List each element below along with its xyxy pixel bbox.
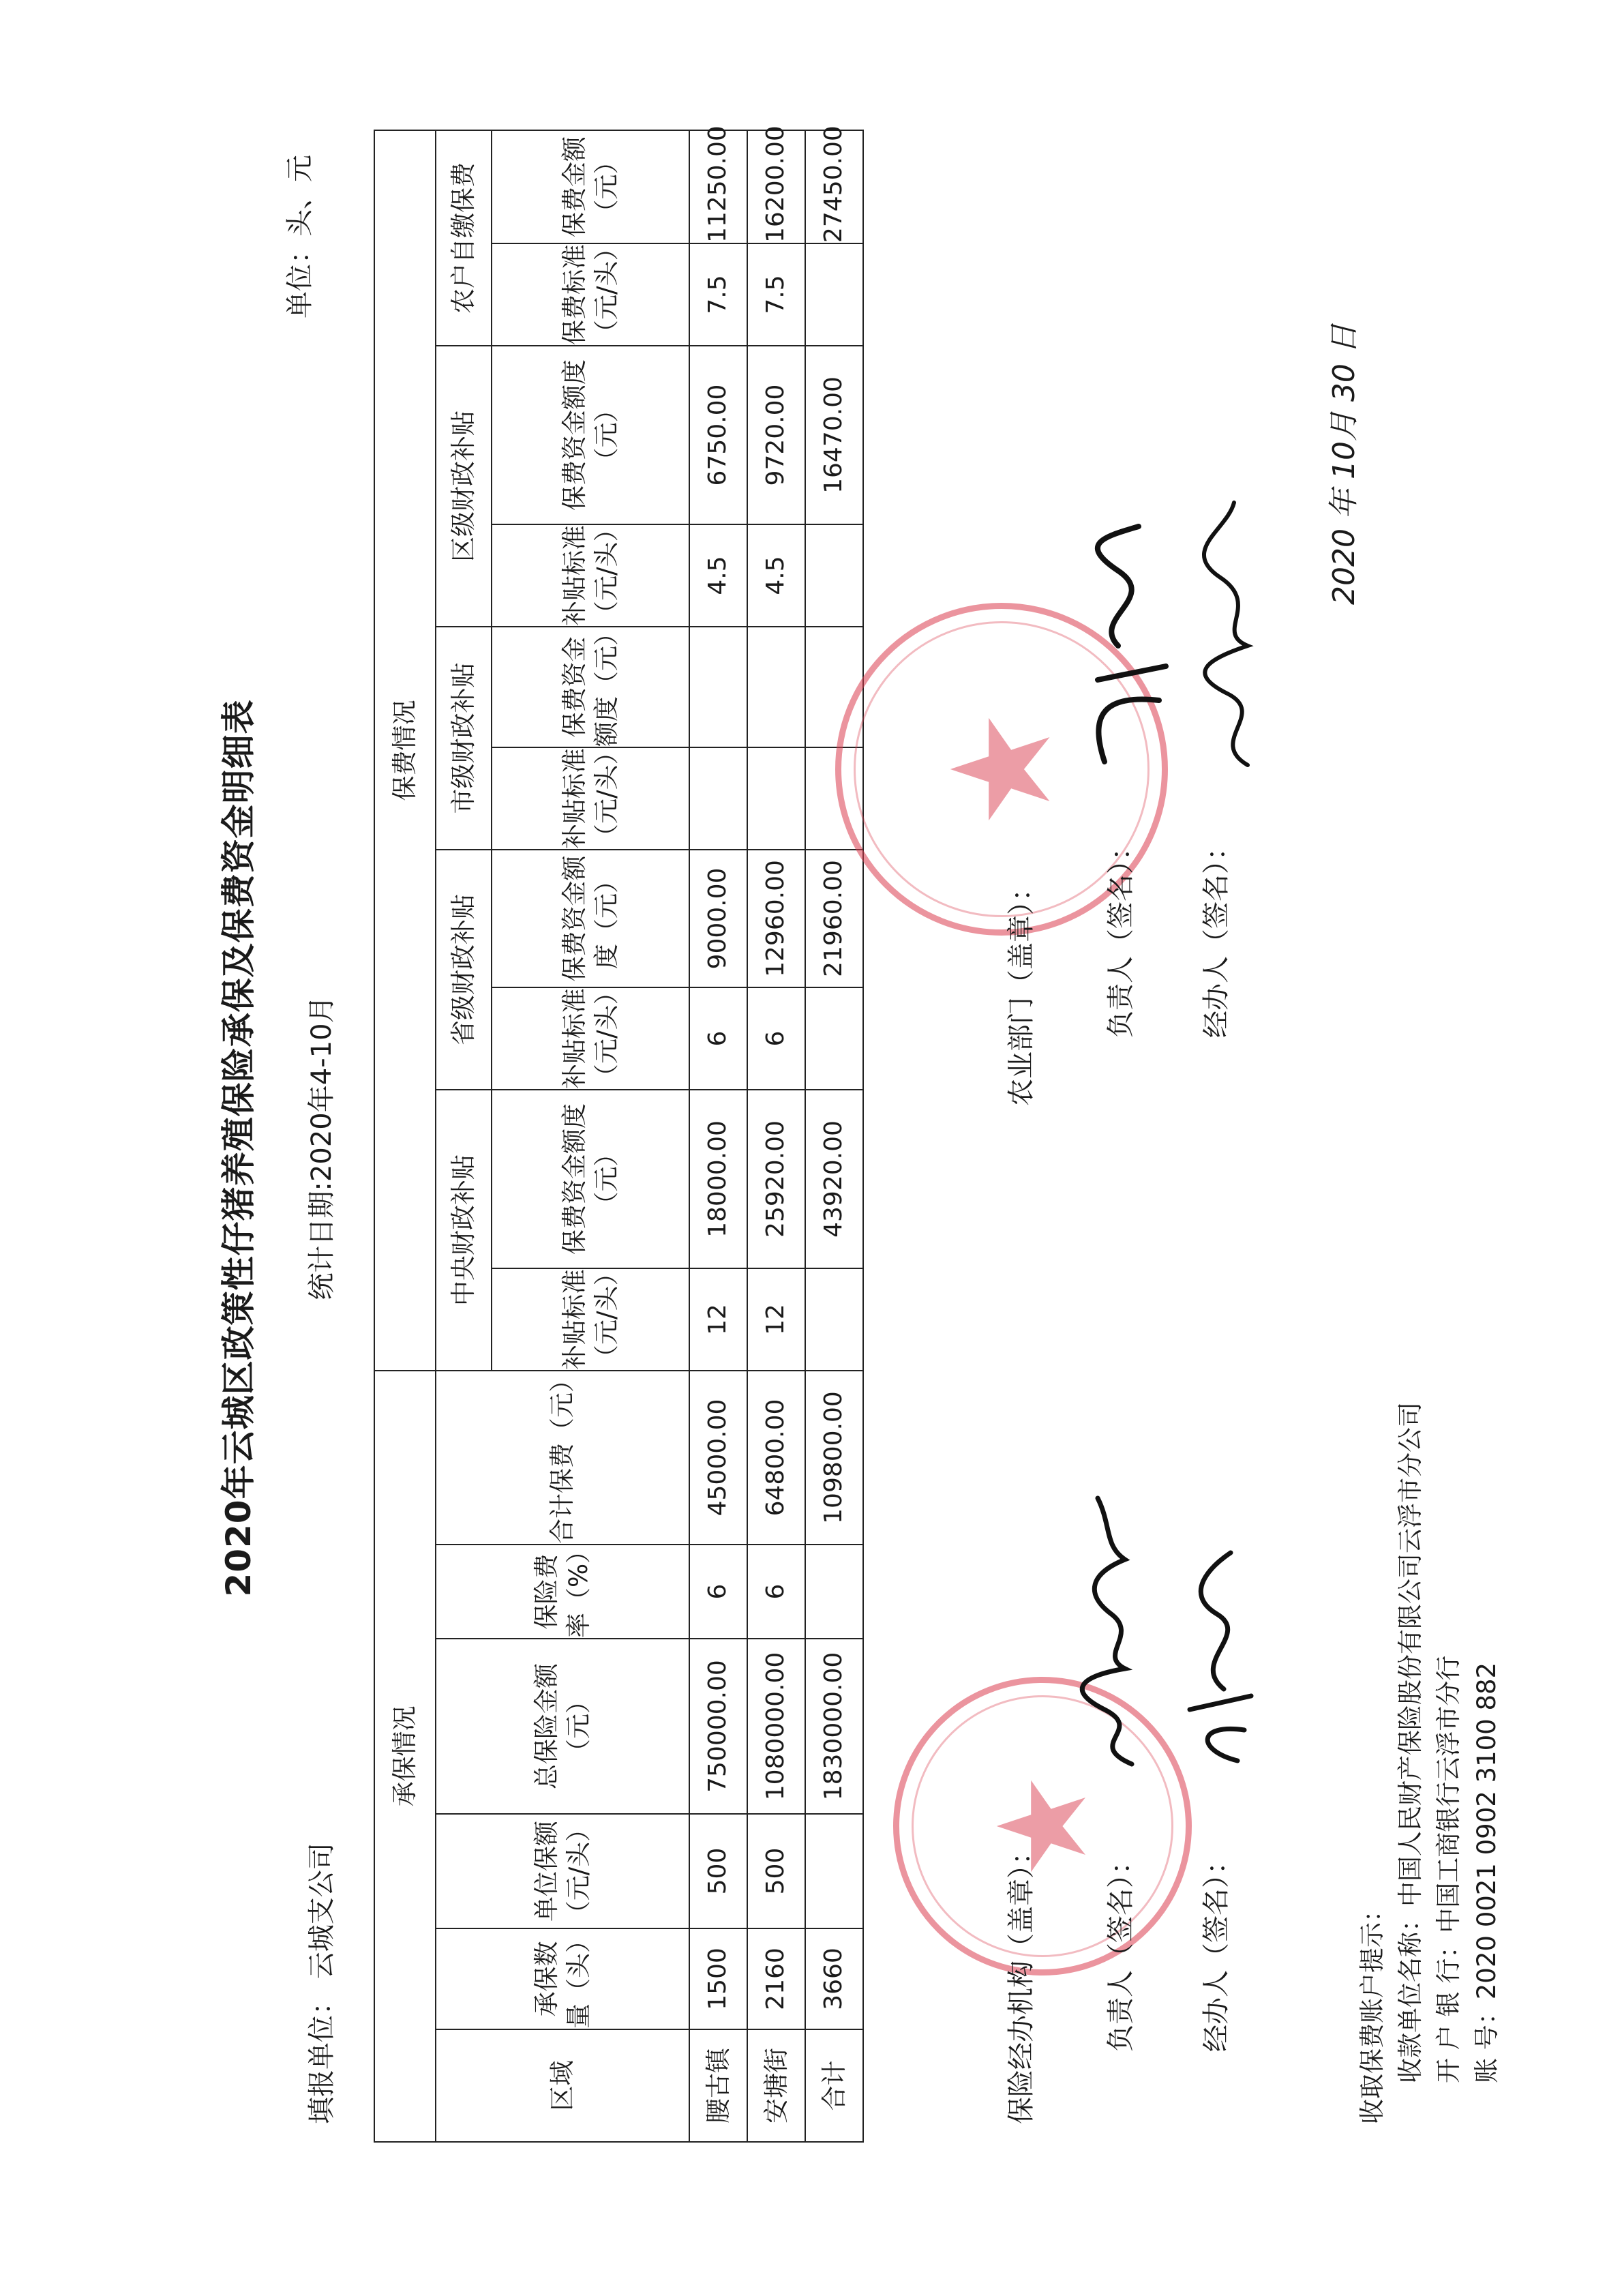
statistics-date: 统计日期:2020年4-10月 bbox=[306, 996, 337, 1300]
cell-unit-insured: 500 bbox=[689, 1814, 747, 1928]
insurer-org-label: 保险经办机构（盖章）： bbox=[1006, 1838, 1037, 2124]
insurer-handler-label: 经办人（签名）： bbox=[1201, 1847, 1232, 2052]
cell-region: 安塘街 bbox=[747, 2029, 805, 2142]
cell-total-premium: 64800.00 bbox=[747, 1371, 805, 1545]
cell-central-amt: 25920.00 bbox=[747, 1090, 805, 1268]
header-municipal: 市级财政补贴 bbox=[436, 627, 492, 850]
cell-total-insured: 1080000.00 bbox=[747, 1639, 805, 1814]
header-underwriting: 承保情况 bbox=[374, 1371, 436, 2142]
cell-empty bbox=[805, 1545, 863, 1639]
insurer-handler-signature bbox=[1169, 1539, 1265, 1771]
header-central: 中央财政补贴 bbox=[436, 1090, 492, 1371]
col-prov-std: 补贴标准（元/头） bbox=[492, 987, 689, 1090]
cell-central-std: 12 bbox=[747, 1268, 805, 1371]
cell-muni-std bbox=[689, 747, 747, 850]
account-number: 2020 0021 0902 3100 882 bbox=[1472, 1662, 1501, 2000]
cell-prov-std: 6 bbox=[747, 987, 805, 1090]
bank-value: 中国工商银行云浮市分行 bbox=[1434, 1655, 1463, 1933]
cell-empty bbox=[805, 243, 863, 346]
cell-total-insured: 750000.00 bbox=[689, 1639, 747, 1814]
col-prov-amt: 保费资金额度（元） bbox=[492, 850, 689, 987]
col-central-std: 补贴标准（元/头） bbox=[492, 1268, 689, 1371]
cell-total-premium: 45000.00 bbox=[689, 1371, 747, 1545]
cell-dist-amt: 9720.00 bbox=[747, 346, 805, 524]
cell-rate: 6 bbox=[689, 1545, 747, 1639]
cell-farmer-amt: 11250.00 bbox=[689, 130, 747, 243]
col-dist-amt: 保费资金额度（元） bbox=[492, 346, 689, 524]
agri-responsible-label: 负责人（签名）： bbox=[1105, 833, 1137, 1038]
col-rate: 保险费率（%） bbox=[436, 1545, 689, 1639]
cell-unit-insured: 500 bbox=[747, 1814, 805, 1928]
cell-empty bbox=[805, 1814, 863, 1928]
col-central-amt: 保费资金额度（元） bbox=[492, 1090, 689, 1268]
cell-central-amt-sum: 43920.00 bbox=[805, 1090, 863, 1268]
cell-farmer-std: 7.5 bbox=[689, 243, 747, 346]
col-unit-insured: 单位保额（元/头） bbox=[436, 1814, 689, 1928]
cell-central-std: 12 bbox=[689, 1268, 747, 1371]
cell-central-amt: 18000.00 bbox=[689, 1090, 747, 1268]
cell-total-quantity: 3660 bbox=[805, 1928, 863, 2029]
cell-farmer-std: 7.5 bbox=[747, 243, 805, 346]
col-farmer-std: 保费标准（元/头） bbox=[492, 243, 689, 346]
header-provincial: 省级财政补贴 bbox=[436, 850, 492, 1090]
col-quantity: 承保数量（头） bbox=[436, 1928, 689, 2029]
header-premium: 保费情况 bbox=[374, 130, 436, 1371]
insurer-responsible-signature bbox=[1070, 1485, 1159, 1771]
cell-total-premium-sum: 109800.00 bbox=[805, 1371, 863, 1545]
table-row bbox=[689, 130, 747, 2142]
filler-label: 填报单位： bbox=[306, 1988, 337, 2124]
cell-total-label: 合计 bbox=[805, 2029, 863, 2142]
account-heading: 收取保费账户提示： bbox=[1357, 1897, 1387, 2124]
cell-total-insured-sum: 1830000.00 bbox=[805, 1639, 863, 1814]
cell-empty bbox=[805, 987, 863, 1090]
agri-responsible-signature bbox=[1077, 516, 1180, 775]
cell-quantity: 1500 bbox=[689, 1928, 747, 2029]
unit-note: 单位：头、元 bbox=[284, 155, 316, 318]
payee-value: 中国人民财产保险股份有限公司云浮市分公司 bbox=[1396, 1402, 1425, 1907]
cell-muni-amt bbox=[747, 627, 805, 747]
bank-label: 开 户 银 行： bbox=[1434, 1933, 1463, 2083]
filler-value: 云城支公司 bbox=[306, 1843, 337, 1980]
col-muni-amt: 保费资金额度（元） bbox=[492, 627, 689, 747]
cell-prov-amt: 12960.00 bbox=[747, 850, 805, 987]
cell-farmer-amt: 16200.00 bbox=[747, 130, 805, 243]
col-total-insured: 总保险金额（元） bbox=[436, 1639, 689, 1814]
account-info bbox=[1353, 1402, 1506, 2124]
table-row bbox=[747, 130, 805, 2142]
cell-prov-std: 6 bbox=[689, 987, 747, 1090]
col-total-premium: 合计保费（元） bbox=[436, 1371, 689, 1545]
cell-rate: 6 bbox=[747, 1545, 805, 1639]
cell-dist-amt: 6750.00 bbox=[689, 346, 747, 524]
premium-detail-table bbox=[374, 125, 864, 2143]
cell-dist-amt-sum: 16470.00 bbox=[805, 346, 863, 524]
cell-muni-std bbox=[747, 747, 805, 850]
agri-dept-label: 农业部门（盖章）： bbox=[1006, 874, 1037, 1106]
cell-quantity: 2160 bbox=[747, 1928, 805, 2029]
cell-region: 腰古镇 bbox=[689, 2029, 747, 2142]
cell-empty bbox=[805, 1268, 863, 1371]
col-region: 区域 bbox=[436, 2029, 689, 2142]
header-farmer: 农户自缴保费 bbox=[436, 130, 492, 346]
sign-date: 2020 年 10月 30 日 bbox=[1327, 324, 1362, 605]
document-title: 2020年云城区政策性仔猪养殖保险承保及保费资金明细表 bbox=[219, 699, 258, 1597]
bank-line bbox=[1430, 1402, 1468, 2124]
payee-label: 收款单位名称： bbox=[1396, 1907, 1425, 2083]
cell-prov-amt: 9000.00 bbox=[689, 850, 747, 987]
col-farmer-amt: 保费金额（元） bbox=[492, 130, 689, 243]
cell-muni-amt bbox=[689, 627, 747, 747]
header-district: 区级财政补贴 bbox=[436, 346, 492, 627]
cell-dist-std: 4.5 bbox=[689, 524, 747, 627]
payee-line bbox=[1392, 1402, 1430, 2124]
account-label: 账 号： bbox=[1472, 1999, 1501, 2083]
cell-farmer-amt-sum: 27450.00 bbox=[805, 130, 863, 243]
col-dist-std: 补贴标准（元/头） bbox=[492, 524, 689, 627]
cell-dist-std: 4.5 bbox=[747, 524, 805, 627]
col-muni-std: 补贴标准（元/头） bbox=[492, 747, 689, 850]
table-total-row bbox=[805, 130, 863, 2142]
account-number-line bbox=[1468, 1402, 1506, 2124]
agri-handler-label: 经办人（签名）： bbox=[1201, 833, 1232, 1038]
insurer-responsible-label: 负责人（签名）： bbox=[1105, 1847, 1137, 2052]
cell-prov-amt-sum: 21960.00 bbox=[805, 850, 863, 987]
agri-handler-signature bbox=[1186, 489, 1275, 775]
